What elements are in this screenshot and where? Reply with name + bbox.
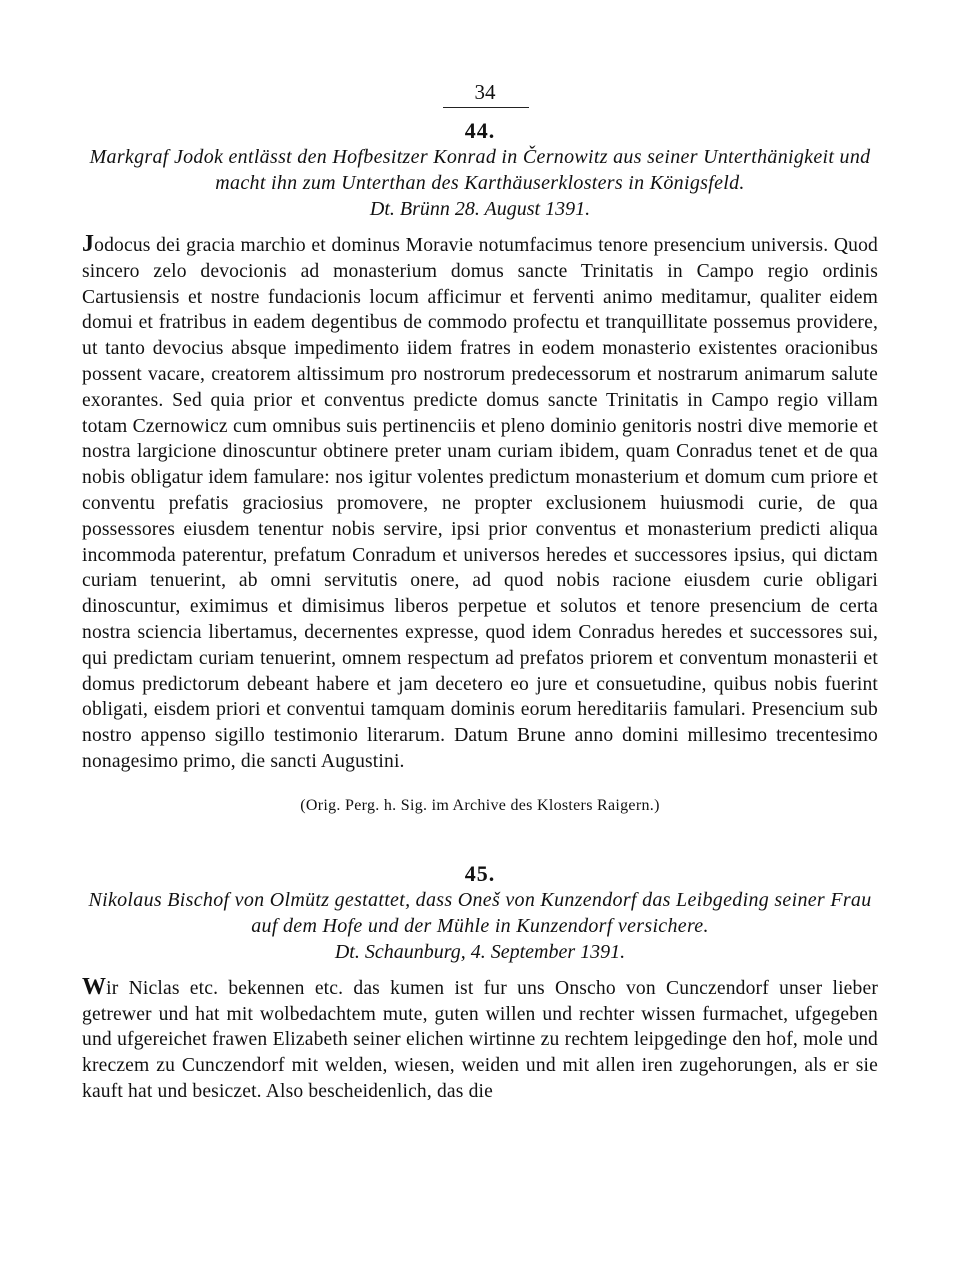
document-45 [82,861,878,1105]
source-note: (Orig. Perg. h. Sig. im Archive des Klosters Raigern.) [300,796,660,814]
page-number: 34 [474,80,496,104]
document-body [82,232,878,775]
document-heading: Markgraf Jodok entlässt den Hofbesitzer Konrad in Černowitz aus seiner Unterthänigkeit und macht ihn zum Unterthan des Karthäuserklosters in Königsfeld. [89,146,871,194]
initial-letter: W [82,973,107,1000]
body-text: ir Niclas etc. bekennen etc. das kumen ist fur uns Onscho von Cunczendorf unser lieber getrewer und hat mit wolbedachtem mute, guten willen und rechter wissen furmachet, ufgegeben und ufgereichet frawen Elizabeth seiner elichen wirtinne zu rechtem leipgedinge den hof, mole und kreczem zu Cunczendorf mit welden, wiesen, weiden und mit allen iren zugehorungen, als er sie kauft hat und besiczet. Also bescheidenlich, das die [82,977,878,1102]
document-page [82,80,878,1124]
document-number: 45. [464,860,496,886]
document-date: Dt. Schaunburg, 4. September 1391. [334,940,626,963]
document-number: 44. [464,118,496,143]
document-date: Dt. Brünn 28. August 1391. [369,198,591,220]
document-44 [82,118,878,817]
body-text: odocus dei gracia marchio et dominus Moravie notumfacimus tenore presencium universis. Quod sincero zelo devocionis ad monasterium domus sancte Trinitatis in Campo regio ordinis Cartusiensis et nostre fundacionis locum afficimur et ferventi animo meditamur, qualiter eidem domui et fratribus in eadem degentibus de commodo profectu et tranquillitate possemus providere, ut tanto devocius absque impedimento iidem fratres in eodem monasterio existentes oracionibus possent vacare, creatorem altissimum pro nostrorum predecessorum et nostrarum animarum salute exorantes. Sed quia prior et conventus predicte domus sancte Trinitatis in Campo regio villam totam Czernowicz cum omnibus suis pertinenciis et pleno dominio genitoris nostri dive memorie et nostra largicione dinoscuntur obtinere preter unam curiam ibidem, quam Conradus tenet et de qua nobis obligatur idem famulare: nos igitur volentes predictum monasterium et domum cum priore et conventu prefatis graciosius promovere, ne propter exclusionem huiusmodi curie, de qua possessores eiusdem tenentur nobis servire, ipsi prior conventus et monasterium predicti aliqua incommoda paterentur, prefatum Conradum et universos heredes et successores ipsius, qui dictam curiam tenuerint, ab omni servitutis onere, ad quod nobis racione eiusdem curie obligari dinoscuntur, eximimus et dimisimus liberos perpetue et solutos et tenore presencium de certa nostra sciencia libertamus, decernentes expresse, quod idem Conradus heredes et successores sui, qui predictam curiam tenuerint, omnem respectum ad prefatos priorem et conventum monasterii et domus predictorum debeant habere et jam decetero eo jure et consuetudine, quibus nobis fuerint obligati, eisdem priori et conventui tamquam dominis eorum hereditariis famulari. Presencium sub nostro appenso sigillo testimonio literarum. Datum Brune anno domini millesimo trecentesimo nonagesimo primo, die sancti Augustini. [82,235,878,772]
document-heading: Nikolaus Bischof von Olmütz gestattet, dass Oneš von Kunzendorf das Leibgeding seiner Frau auf dem Hofe und der Mühle in Kunzendorf versichere. [88,888,872,937]
document-body [82,975,878,1105]
page-number-rule [443,107,529,108]
initial-letter: J [82,231,95,257]
